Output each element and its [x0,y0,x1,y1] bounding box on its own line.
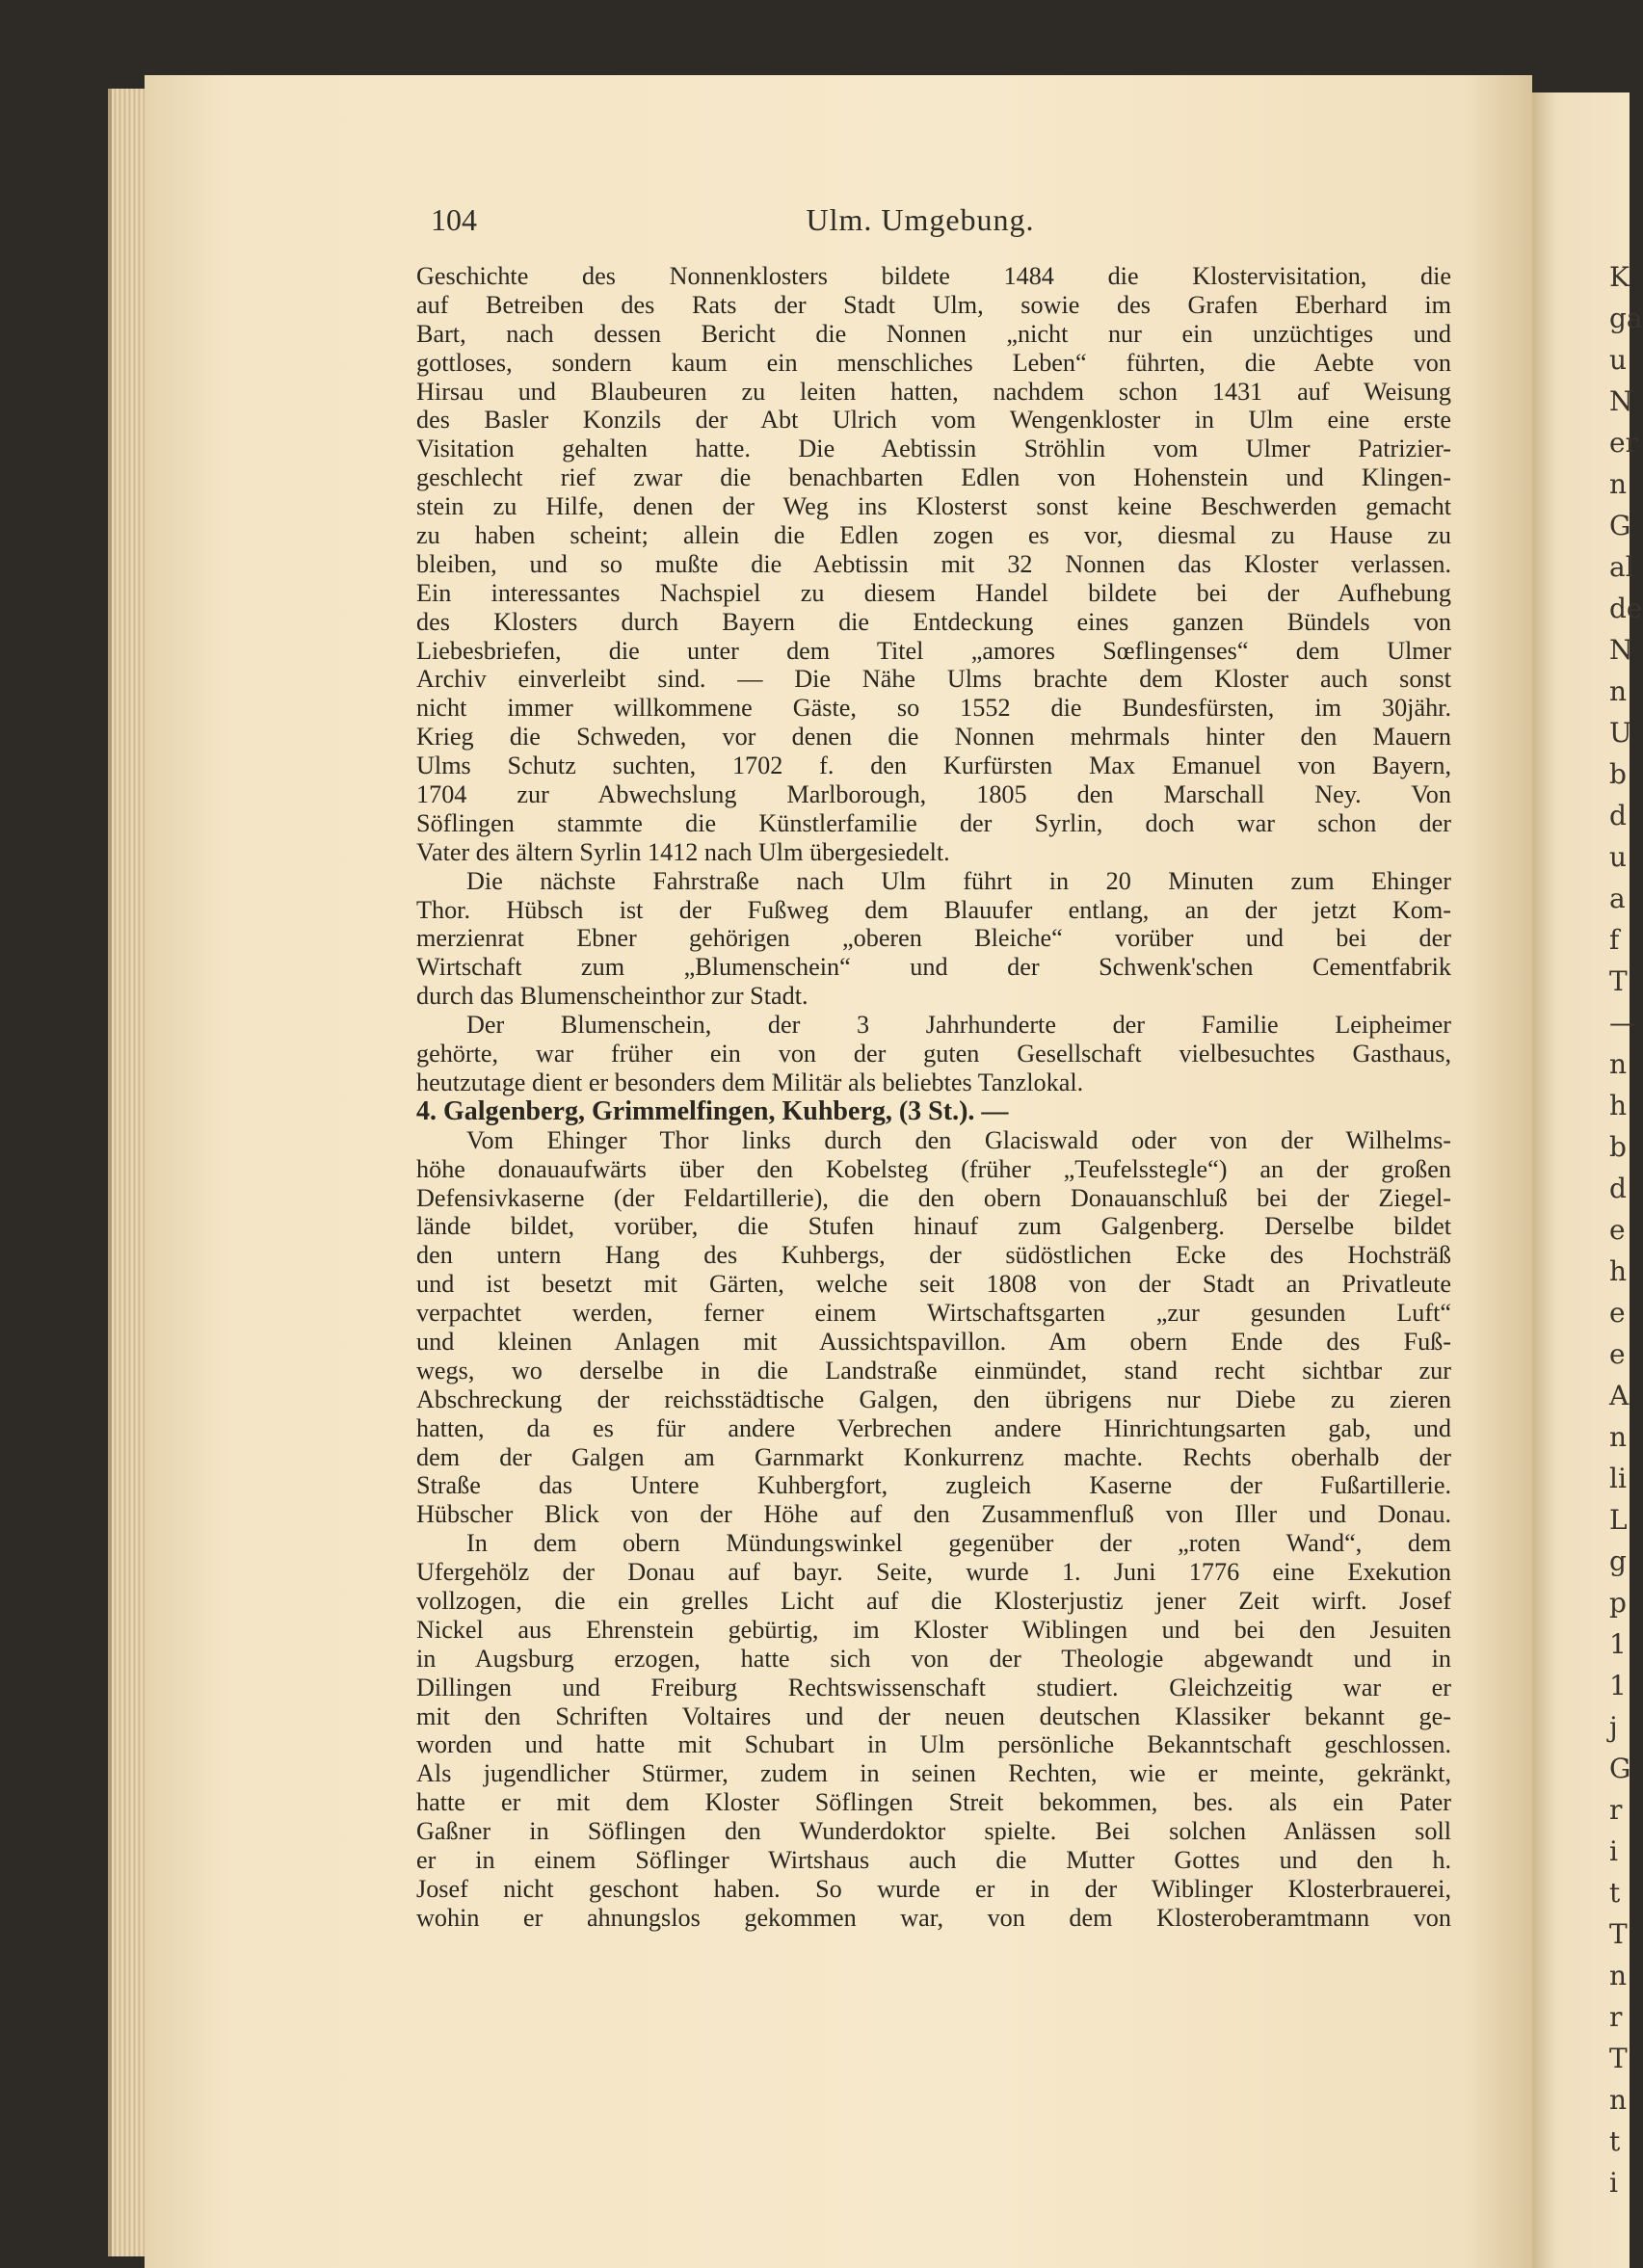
facing-page-fragment: t [1609,2125,1621,2157]
page-number: 104 [431,202,477,237]
text-line: er in einem Söflinger Wirtshaus auch die Mutter Gottes und den h. [416,1845,1451,1874]
facing-page-fragment: 1 [1609,1670,1627,1701]
text-line: Defensivkaserne (der Feldartillerie), die den obern Donauanschluß bei der Ziegel- [416,1183,1451,1212]
text-line: Hirsau und Blaubeuren zu leiten hatten, nachdem schon 1431 auf Weisung [416,377,1451,406]
text-line: Dillingen und Freiburg Rechtswissenschaft studiert. Gleichzeitig war er [416,1673,1451,1701]
text-line: gehörte, war früher ein von der guten Gesellschaft vielbesuchtes Gasthaus, [416,1040,1451,1068]
facing-page-fragment: i [1609,1835,1618,1867]
facing-page-fragment: e [1609,1214,1626,1246]
facing-page-fragment: u [1609,841,1628,873]
text-line: hatte er mit dem Kloster Söflingen Streit bekommen, bes. als ein Pater [416,1788,1451,1817]
text-line: Bart, nach dessen Bericht die Nonnen „nicht nur ein unzüchtiges und [416,319,1451,348]
facing-page-fragment: n [1609,1421,1628,1453]
text-line: des Klosters durch Bayern die Entdeckung eines ganzen Bündels von [416,607,1451,636]
text-line: bleiben, und so mußte die Aebtissin mit 32 Nonnen das Kloster verlassen. [416,549,1451,578]
facing-page-fragment: er [1609,427,1638,459]
facing-page-fragment: A [1609,1380,1630,1411]
text-line: Abschreckung der reichsstädtische Galgen, den übrigens nur Diebe zu zieren [416,1385,1451,1413]
facing-page-fragment: a [1609,883,1626,914]
text-line: durch das Blumenscheinthor zur Stadt. [416,982,808,1011]
facing-page-fragment: b [1609,758,1627,790]
facing-page-fragment: e [1609,1297,1626,1329]
text-line: Der Blumenschein, der 3 Jahrhunderte der Familie Leipheimer [466,1011,1451,1040]
text-line: Nickel aus Ehrenstein gebürtig, im Kloster Wiblingen und bei den Jesuiten [416,1615,1451,1644]
text-line: stein zu Hilfe, denen der Weg ins Klosterst sonst keine Beschwerden gemacht [416,492,1451,521]
text-line: worden und hatte mit Schubart in Ulm persönliche Bekanntschaft geschlossen. [416,1730,1451,1759]
facing-page-fragment: r [1609,1794,1623,1826]
facing-page-fragment: f [1609,924,1620,956]
facing-page-fragment: 1 [1609,1628,1627,1660]
text-line: mit den Schriften Voltaires und der neuen deutschen Klassiker bekannt ge- [416,1701,1451,1730]
text-line: Krieg die Schweden, vor denen die Nonnen mehrmals hinter den Mauern [416,723,1451,752]
facing-page-fragment: n [1609,1048,1628,1080]
text-line: 1704 zur Abwechslung Marlborough, 1805 den Marschall Ney. Von [416,780,1451,809]
facing-page-fragment: j [1609,1711,1618,1743]
text-line: Straße das Untere Kuhbergfort, zugleich Kaserne der Fußartillerie. [416,1471,1451,1500]
text-line: höhe donauaufwärts über den Kobelsteg (früher „Teufelsstegle“) an der großen [416,1154,1451,1183]
text-line: Wirtschaft zum „Blumenschein“ und der Schwenk'schen Cementfabrik [416,953,1451,982]
facing-page-fragment: t [1609,1877,1621,1909]
text-line: Liebesbriefen, die unter dem Titel „amores Sœflingenses“ dem Ulmer [416,636,1451,665]
text-line: Josef nicht geschont haben. So wurde er in der Wiblinger Klosterbrauerei, [416,1874,1451,1903]
text-line: Die nächste Fahrstraße nach Ulm führt in 20 Minuten zum Ehinger [466,866,1451,895]
facing-page-fragment: n [1609,468,1628,500]
facing-page-fragment: N [1609,385,1633,417]
text-line: vollzogen, die ein grelles Licht auf die Klosterjustiz jener Zeit wirft. Josef [416,1586,1451,1615]
text-line: merzienrat Ebner gehörigen „oberen Bleiche“ vorüber und bei der [416,924,1451,953]
facing-page-fragment: ga [1609,303,1643,334]
section-heading: 4. Galgenberg, Grimmelfingen, Kuhberg, (3 St.). — [416,1095,1009,1126]
text-line: Thor. Hübsch ist der Fußweg dem Blauufer entlang, an der jetzt Kom- [416,895,1451,924]
text-line: und kleinen Anlagen mit Aussichtspavillon. Am obern Ende des Fuß- [416,1327,1451,1356]
facing-page-fragment: de [1609,593,1643,624]
text-line: zu haben scheint; allein die Edlen zogen es vor, diesmal zu Hause zu [416,521,1451,550]
text-line: wegs, wo derselbe in die Landstraße einmündet, stand recht sichtbar zur [416,1356,1451,1385]
facing-page-fragment: T [1609,965,1628,997]
text-line: verpachtet werden, ferner einem Wirtschaftsgarten „zur gesunden Luft“ [416,1299,1451,1328]
text-line: lände bildet, vorüber, die Stufen hinauf zum Galgenberg. Derselbe bildet [416,1212,1451,1241]
text-line: heutzutage dient er besonders dem Militär als beliebtes Tanzlokal. [416,1068,1084,1096]
facing-page-fragment: T [1609,2043,1628,2074]
running-title: Ulm. Umgebung. [806,202,1035,237]
text-line: Visitation gehalten hatte. Die Aebtissin Ströhlin vom Ulmer Patrizier- [416,435,1451,463]
facing-page-fragment: r [1609,2001,1623,2033]
facing-page-fragment: i [1609,2167,1618,2199]
text-line: Archiv einverleibt sind. — Die Nähe Ulms brachte dem Kloster auch sonst [416,665,1451,694]
facing-page-fragment: d [1609,800,1627,831]
text-line: Ufergehölz der Donau auf bayr. Seite, wurde 1. Juni 1776 eine Exekution [416,1558,1451,1587]
facing-page-fragment: p [1609,1587,1627,1619]
facing-page-fragment: U [1609,717,1632,749]
text-line: nicht immer willkommene Gäste, so 1552 die Bundesfürsten, im 30jähr. [416,694,1451,723]
text-line: In dem obern Mündungswinkel gegenüber der „roten Wand“, dem [466,1529,1451,1558]
text-line: Ein interessantes Nachspiel zu diesem Handel bildete bei der Aufhebung [416,578,1451,607]
facing-page-fragment: K [1609,261,1630,293]
text-line: des Basler Konzils der Abt Ulrich vom Wengenkloster in Ulm eine erste [416,406,1451,435]
text-line: Gaßner in Söflingen den Wunderdoktor spielte. Bei solchen Anlässen soll [416,1817,1451,1846]
facing-page-fragment: n [1609,1960,1628,1991]
facing-page-fragment: n [1609,675,1628,707]
text-line: hatten, da es für andere Verbrechen andere Hinrichtungsarten gab, und [416,1413,1451,1442]
facing-page-fragment: G [1609,510,1631,541]
text-line: Als jugendlicher Stürmer, zudem in seinen Rechten, wie er meinte, gekränkt, [416,1759,1451,1788]
body-text [416,262,1451,1933]
facing-page-fragment: g [1609,1545,1627,1577]
facing-page-fragment: n [1609,2084,1628,2116]
facing-page-fragment: — [1609,1007,1636,1039]
facing-page-fragment: G [1609,1753,1631,1784]
text-line: und ist besetzt mit Gärten, welche seit 1808 von der Stadt an Privatleute [416,1270,1451,1299]
text-line: den untern Hang des Kuhbergs, der südöstlichen Ecke des Hochsträß [416,1241,1451,1270]
facing-page-fragment: h [1609,1255,1628,1287]
facing-page-fragment: al [1609,551,1634,583]
facing-page-fragment: L [1609,1504,1628,1536]
text-line: Vom Ehinger Thor links durch den Glaciswald oder von der Wilhelms- [466,1125,1451,1154]
text-line: auf Betreiben des Rats der Stadt Ulm, sowie des Grafen Eberhard im [416,290,1451,319]
facing-page-fragment: h [1609,1090,1628,1121]
facing-page-fragment: T [1609,1918,1628,1950]
text-line: Geschichte des Nonnenklosters bildete 1484 die Klostervisitation, die [416,262,1451,290]
facing-page-fragment: u [1609,344,1628,376]
facing-page-fragment: li [1609,1463,1627,1494]
text-line: Hübscher Blick von der Höhe auf den Zusammenfluß von Iller und Donau. [416,1500,1451,1529]
facing-page-edge [1532,92,1643,2268]
facing-page-fragment: N [1609,634,1633,666]
text-line: wohin er ahnungslos gekommen war, von dem Klosteroberamtmann von [416,1903,1451,1932]
page-header [289,202,1445,241]
facing-page-fragment: b [1609,1131,1627,1163]
text-line: Vater des ältern Syrlin 1412 nach Ulm übergesiedelt. [416,837,950,866]
text-line: dem der Galgen am Garnmarkt Konkurrenz machte. Rechts oberhalb der [416,1442,1451,1471]
text-line: gottloses, sondern kaum ein menschliches Leben“ führten, die Aebte von [416,348,1451,377]
text-line: in Augsburg erzogen, hatte sich von der Theologie abgewandt und in [416,1644,1451,1673]
text-line: Söflingen stammte die Künstlerfamilie der Syrlin, doch war schon der [416,808,1451,837]
facing-page-fragment: d [1609,1173,1627,1204]
text-line: Ulms Schutz suchten, 1702 f. den Kurfürsten Max Emanuel von Bayern, [416,752,1451,780]
text-line: geschlecht rief zwar die benachbarten Edlen von Hohenstein und Klingen- [416,463,1451,492]
facing-page-fragment: e [1609,1338,1626,1370]
